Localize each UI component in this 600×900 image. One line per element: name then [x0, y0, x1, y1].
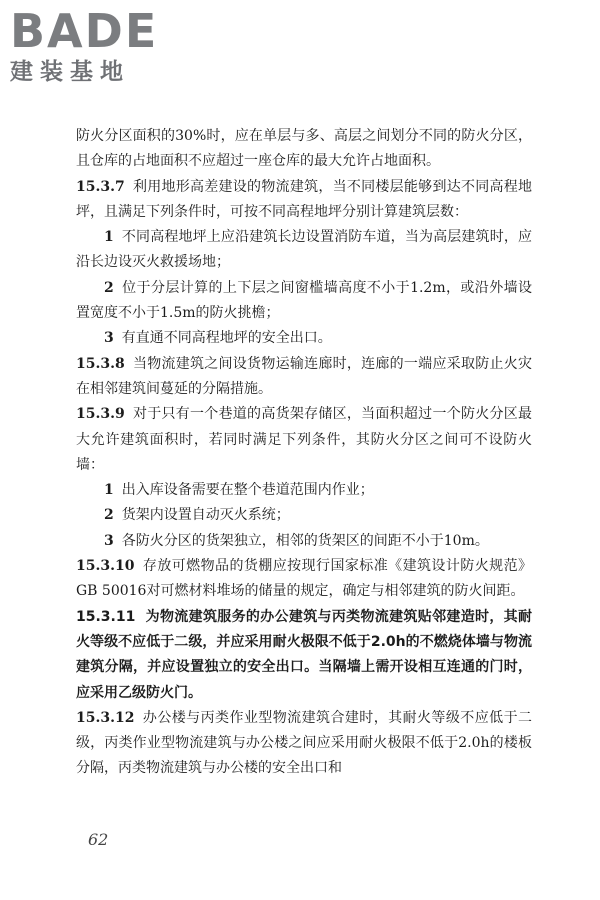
clause-paragraph	[76, 706, 532, 782]
list-item	[76, 326, 532, 351]
item-number: 3	[104, 532, 114, 549]
clause-number: 15.3.8	[76, 355, 125, 372]
bade-logo	[10, 6, 158, 86]
paragraph-text: 货架内设置自动灭火系统；	[121, 507, 290, 524]
list-item	[76, 276, 532, 327]
paragraph-text: 位于分层计算的上下层之间窗槛墙高度不小于1.2m，或沿外墙设置宽度不小于1.5m的防火挑檐；	[76, 279, 532, 322]
item-number: 2	[104, 279, 114, 296]
list-item	[76, 225, 532, 276]
clause-number: 15.3.11	[76, 608, 136, 625]
paragraph-text: 为物流建筑服务的办公建筑与丙类物流建筑贴邻建造时，其耐火等级不应低于二级，并应采用耐火极限不低于2.0h的不燃烧体墙与物流建筑分隔，并应设置独立的安全出口。当隔墙上需开设相互连通的门时，应采用乙级防火门。	[76, 608, 532, 701]
paragraph-text: 防火分区面积的30%时，应在单层与多、高层之间划分不同的防火分区，且仓库的占地面积不应超过一座仓库的最大允许占地面积。	[76, 128, 532, 170]
clause-paragraph	[76, 175, 532, 226]
paragraph-text: 利用地形高差建设的物流建筑，当不同楼层能够到达不同高程地坪，且满足下列条件时，可按不同高程地坪分别计算建筑层数：	[76, 178, 532, 220]
clause-paragraph	[76, 352, 532, 403]
item-number: 1	[104, 482, 114, 499]
page-body	[76, 124, 532, 782]
logo-subtitle: 建装基地	[10, 59, 130, 85]
clause-paragraph	[76, 554, 532, 605]
list-item	[76, 478, 532, 503]
clause-paragraph	[76, 605, 532, 706]
clause-number: 15.3.10	[76, 558, 135, 575]
paragraph-text: 对于只有一个巷道的高货架存储区，当面积超过一个防火分区最大允许建筑面积时，若同时满足下列条件，其防火分区之间可不设防火墙：	[76, 406, 532, 473]
clause-number: 15.3.12	[76, 709, 135, 726]
item-number: 3	[104, 330, 114, 347]
list-item	[76, 529, 532, 554]
clause-paragraph	[76, 402, 532, 478]
paragraph-text: 有直通不同高程地坪的安全出口。	[121, 330, 332, 347]
clause-number: 15.3.7	[76, 178, 125, 195]
page-number: 62	[88, 830, 109, 849]
list-item	[76, 503, 532, 528]
paragraph-text: 各防火分区的货架独立，相邻的货架区的间距不小于10m。	[121, 532, 489, 549]
paragraph-text: 不同高程地坪上应沿建筑长边设置消防车道，当为高层建筑时，应沿长边设灭火救援场地；	[76, 229, 532, 271]
paragraph-text: 办公楼与丙类作业型物流建筑合建时，其耐火等级不应低于二级，丙类作业型物流建筑与办公楼之间应采用耐火极限不低于2.0h的楼板分隔，丙类物流建筑与办公楼的安全出口和	[76, 709, 532, 777]
item-number: 1	[104, 229, 114, 246]
paragraph-text: 出入库设备需要在整个巷道范围内作业；	[121, 482, 374, 499]
item-number: 2	[104, 507, 114, 524]
logo-wordmark: BADE	[10, 4, 159, 58]
continued-paragraph	[76, 124, 532, 175]
paragraph-text: 存放可燃物品的货棚应按现行国家标准《建筑设计防火规范》GB 50016对可燃材料堆场的储量的规定，确定与相邻建筑的防火间距。	[76, 558, 532, 600]
paragraph-text: 当物流建筑之间设货物运输连廊时，连廊的一端应采取防止火灾在相邻建筑间蔓延的分隔措施。	[76, 355, 532, 397]
clause-number: 15.3.9	[76, 406, 125, 423]
